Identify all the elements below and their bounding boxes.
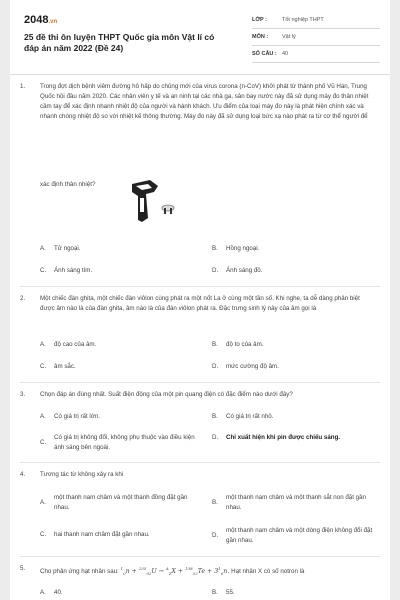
question-number: 1. [20, 83, 26, 90]
question-text-suffix: Hạt nhân X có số notron là [231, 568, 305, 576]
option-text: Có giá trị không đổi, không phụ thuộc vào điều kiện ánh sáng bên ngoài. [54, 434, 195, 451]
option-d[interactable]: D. một thanh nam châm và một dòng điện không đổi đặt gần nhau. [212, 526, 376, 546]
question-number: 2. [20, 295, 26, 302]
option-d[interactable]: D. Chỉ xuất hiện khi pin được chiếu sáng. [212, 433, 376, 443]
option-c[interactable]: C. âm sắc. [40, 363, 76, 370]
meta-row-subject [252, 29, 380, 46]
question-text-prefix: Cho phản ứng hạt nhân sau: [40, 568, 119, 576]
option-text: 55. [226, 589, 235, 596]
exam-meta [252, 12, 380, 63]
question-divider [20, 382, 380, 383]
option-text: hai thanh nam châm đặt gần nhau. [54, 531, 150, 538]
question-divider [20, 286, 380, 287]
option-a[interactable]: A. Tử ngoại. [40, 245, 81, 252]
option-text: một thanh nam châm và một dòng điện không đổi đặt gần nhau. [226, 527, 373, 544]
option-text: âm sắc. [54, 363, 76, 370]
option-c[interactable]: C. Ánh sáng tím. [40, 267, 93, 274]
question-number: 3. [20, 391, 26, 398]
header-divider [10, 74, 390, 75]
option-b[interactable]: B. Có giá trị rất nhỏ. [212, 413, 274, 420]
question-text [40, 564, 376, 579]
meta-row-class [252, 12, 380, 29]
option-a[interactable]: A. Có giá trị rất lớn. [40, 413, 101, 420]
option-text: Có giá trị rất lớn. [54, 413, 101, 420]
meta-value: Vật lý [282, 34, 296, 40]
option-a[interactable]: A. một thanh nam châm và một thanh đồng đặt gần nhau. [40, 493, 204, 513]
question-text-continued: xác định thân nhiệt? [40, 181, 96, 188]
question-text: Chọn đáp án đúng nhất. Suất điện động của một pin quang điện có đặc điểm nào dưới đây? [40, 391, 293, 398]
option-b[interactable]: B. 55. [212, 589, 235, 596]
question-1 [20, 82, 382, 122]
question-number: 5. [20, 565, 26, 572]
exam-page [10, 0, 390, 600]
exam-title: 25 đề thi ôn luyện THPT Quốc gia môn Vật lí có đáp án năm 2022 (Đề 24) [24, 32, 215, 53]
question-4 [20, 470, 382, 480]
option-text: một thanh nam châm và một thanh đồng đặt gần nhau. [54, 494, 188, 511]
option-b[interactable]: B. Hồng ngoại. [212, 245, 260, 252]
question-1-continued [20, 180, 382, 190]
option-a[interactable]: A. độ cao của âm. [40, 341, 97, 348]
option-text: Chỉ xuất hiện khi pin được chiếu sáng. [226, 434, 341, 441]
nuclear-reaction-equation: $^1_0n + ^{235}_{92}U \to ^A_ZX + ^{138}_{52}Te + 3^1_0n$. [120, 566, 232, 577]
option-text: độ cao của âm. [54, 341, 97, 348]
logo-main: 2048 [24, 14, 49, 26]
option-d[interactable]: D. mức cường độ âm. [212, 363, 279, 370]
question-number: 4. [20, 471, 26, 478]
option-text: Hồng ngoại. [226, 245, 260, 252]
page-header [10, 0, 390, 64]
site-logo[interactable] [24, 14, 57, 26]
option-text: Ánh sáng tím. [54, 267, 93, 274]
question-divider [20, 462, 380, 463]
question-text: Tương tác từ không xảy ra khi [40, 471, 124, 478]
option-text: độ to của âm. [226, 341, 264, 348]
option-text: Ánh sáng đỏ. [226, 267, 263, 274]
meta-value: Tốt nghiệp THPT [282, 17, 324, 23]
question-2 [20, 294, 382, 314]
option-text: Tử ngoại. [54, 245, 81, 252]
meta-row-count [252, 46, 380, 63]
question-5 [20, 564, 382, 579]
option-c[interactable]: C. Có giá trị không đổi, không phụ thuộc vào điều kiện ánh sáng bên ngoài. [40, 433, 204, 453]
option-d[interactable]: D. Ánh sáng đỏ. [212, 267, 263, 274]
option-a[interactable]: A. 40. [40, 589, 63, 596]
question-text: Một chiếc đàn ghita, một chiếc đàn viôlon cùng phát ra một nốt La ở cùng một tần số. Khi nghe, ta dễ dàng phân biệt được âm nào là của đàn ghita, âm nào là của đàn viôlon phát ra. Đặc trưng sinh lý này của âm gọi là [40, 295, 360, 312]
thermometer-gun-image [128, 178, 188, 228]
option-text: mức cường độ âm. [226, 363, 279, 370]
option-b[interactable]: B. độ to của âm. [212, 341, 264, 348]
question-text: Trong đợt dịch bệnh viêm đường hô hấp do chủng mới của virus corona (n-CoV) khởi phát từ thành phố Vũ Hán, Trung Quốc hồi đầu năm 2020. Các nhân viên y tế và an ninh tại các nhà ga, sân bay nước này đã sử dụng máy đo thân nhiệt cầm tay để xác định nhanh nhiệt độ của người và hành khách. Ưu điểm của loại máy đo này là phát hiện chính xác và nhanh chóng nhiệt độ so với nhiệt kế thông thường. Máy đo này đã sử dụng loại bức xạ nào phát ra từ cơ thể người để [40, 83, 369, 120]
question-3 [20, 390, 382, 400]
meta-key: LỚP : [252, 17, 267, 23]
option-text: 40. [54, 589, 63, 596]
meta-key: MÔN : [252, 34, 269, 40]
logo-suffix: .vn [48, 19, 58, 25]
question-divider [20, 556, 380, 557]
option-b[interactable]: B. một thanh nam châm và một thanh sắt non đặt gần nhau. [212, 493, 376, 513]
meta-key: SỐ CÂU : [252, 51, 277, 57]
option-c[interactable]: C. hai thanh nam châm đặt gần nhau. [40, 530, 204, 540]
meta-value: 40 [282, 51, 289, 57]
option-text: một thanh nam châm và một thanh sắt non đặt gần nhau. [226, 494, 366, 511]
option-text: Có giá trị rất nhỏ. [226, 413, 274, 420]
